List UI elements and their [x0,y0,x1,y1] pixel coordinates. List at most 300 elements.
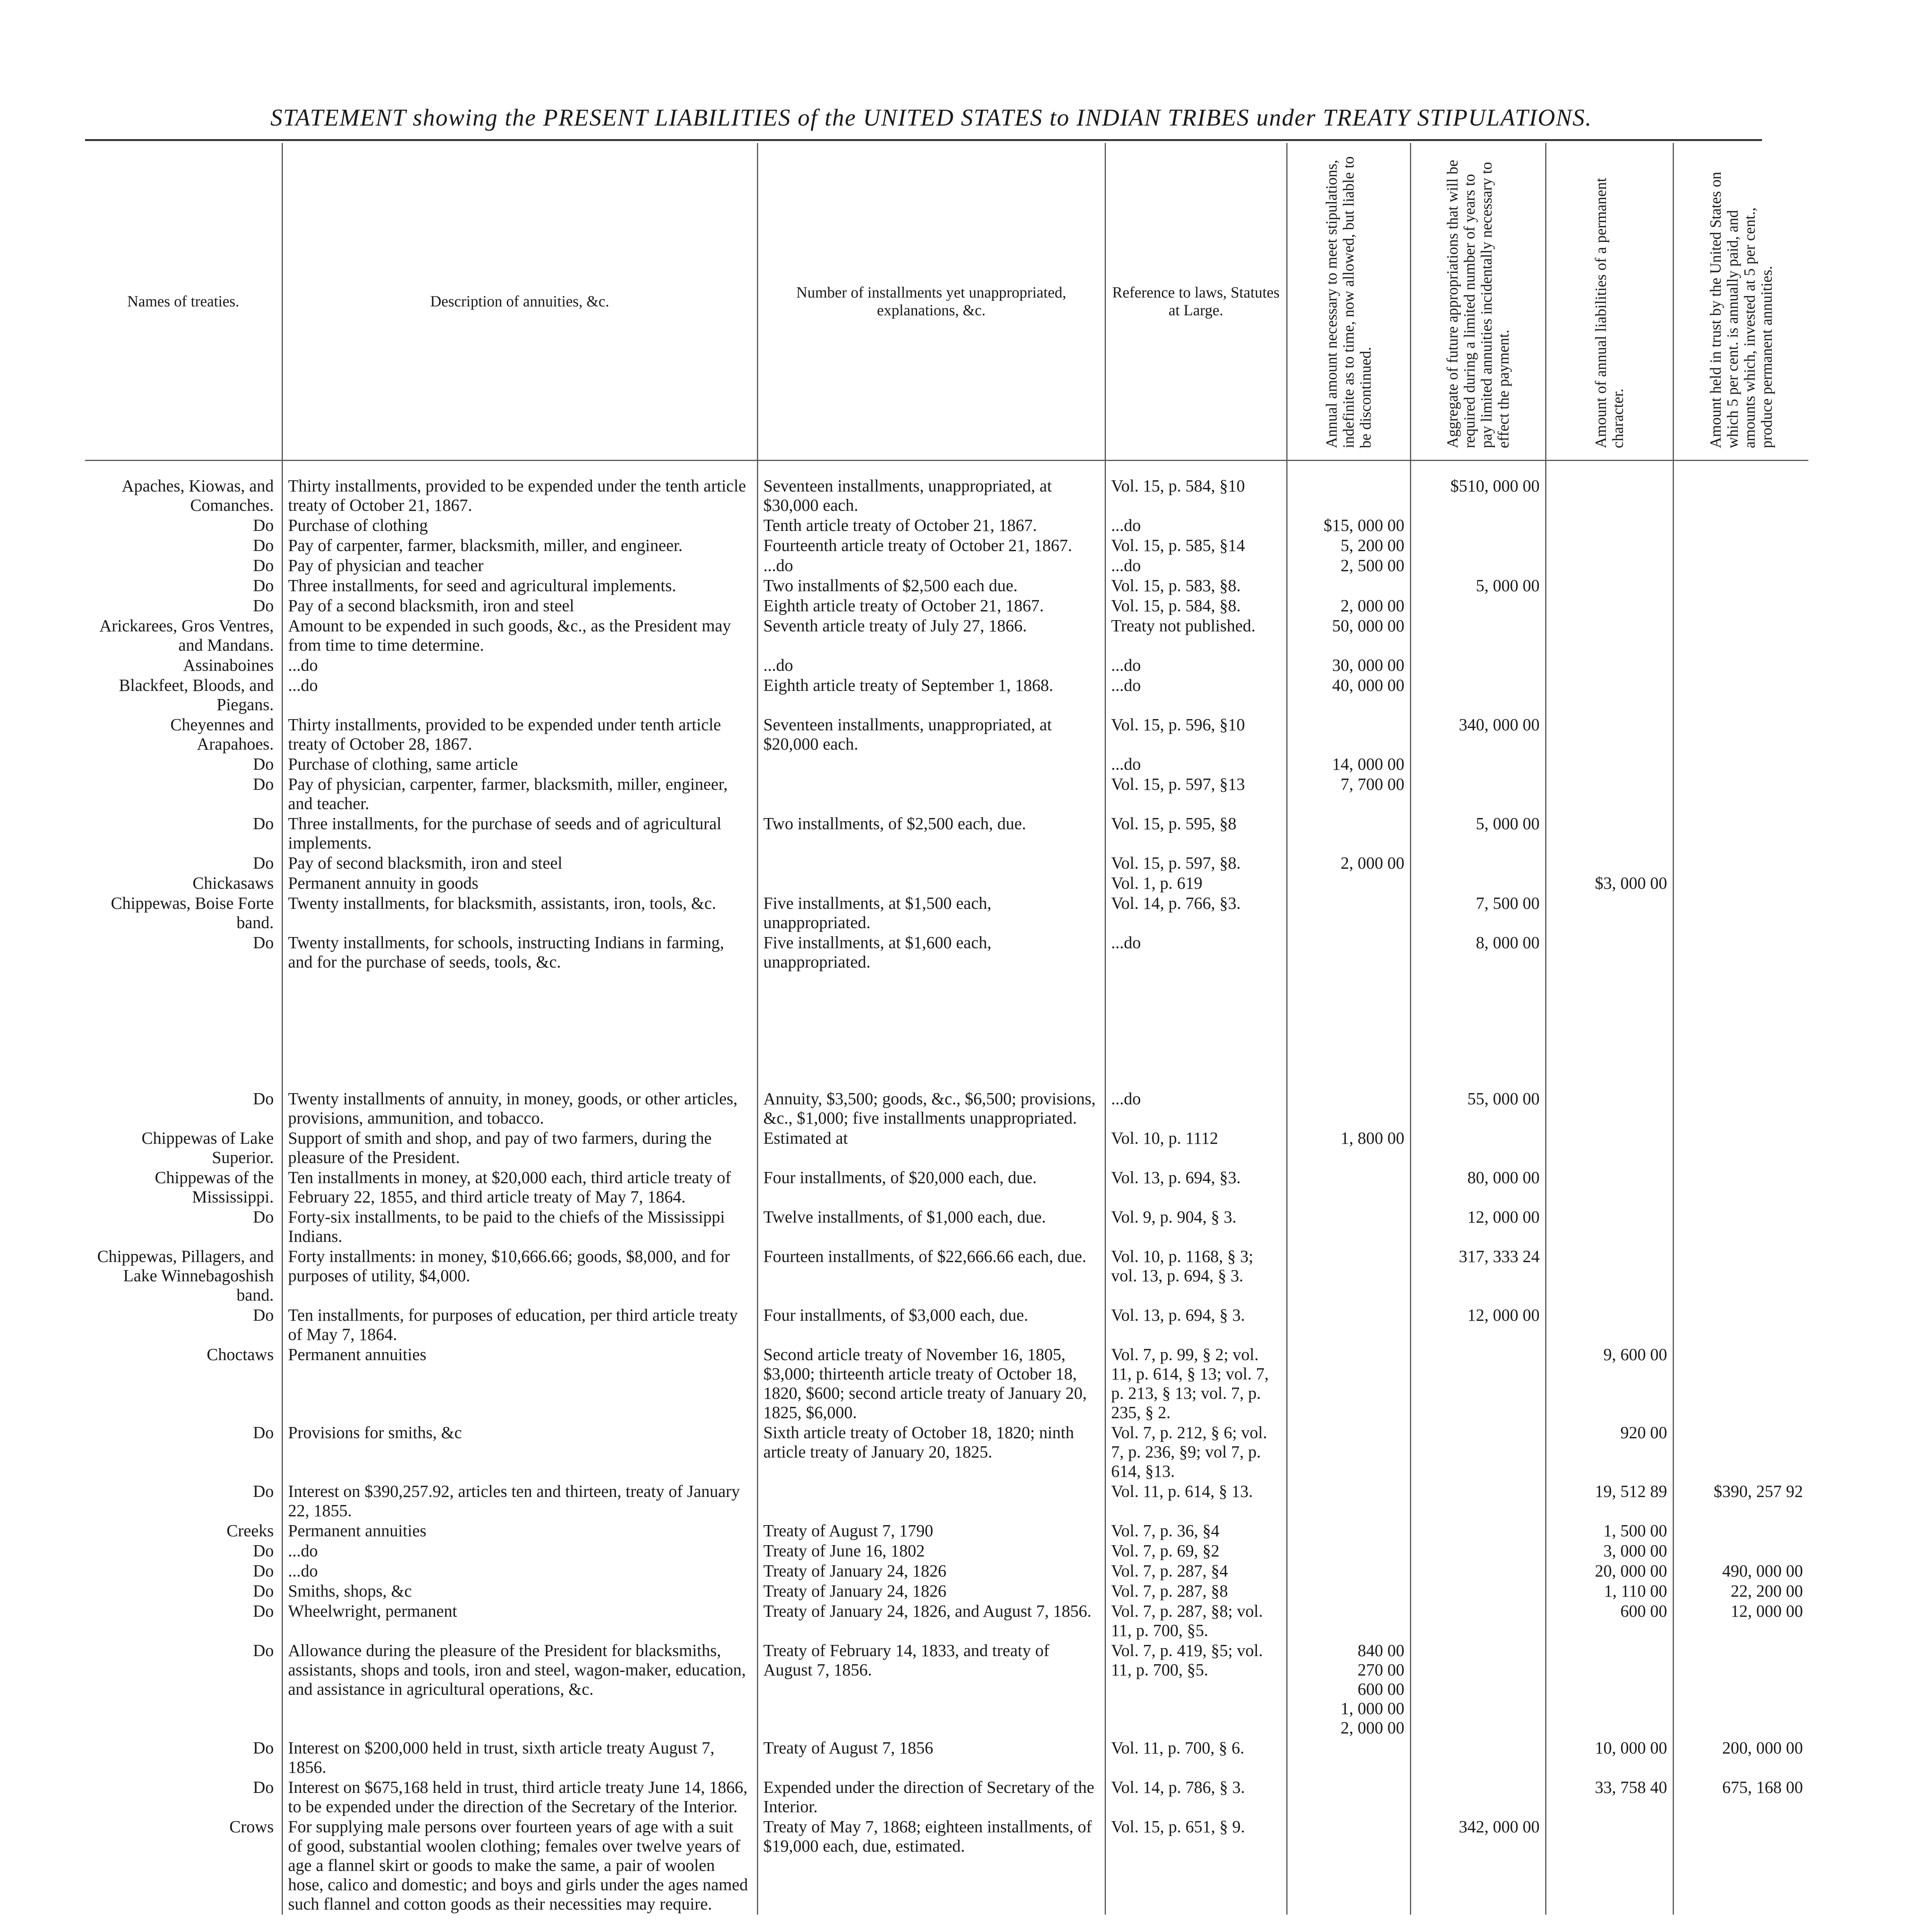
header-aggregate-label: Aggregate of future appropriations that will be required during a limited number of years to pay limited annuities incidentally necessary to effect the payment. [1444,160,1512,448]
installments: Twelve installments, of $1,000 each, due. [757,1208,1105,1247]
table-row [85,1247,1808,1306]
permanent-amount [1546,894,1673,933]
reference: ...do [1105,516,1287,536]
aggregate-amount [1410,1345,1546,1423]
reference: Vol. 9, p. 904, § 3. [1105,1208,1287,1247]
annual-amount [1287,1561,1410,1582]
treaty-name: Do [253,933,274,952]
installments: Treaty of February 14, 1833, and treaty of August 7, 1856. [757,1641,1105,1738]
installments: Treaty of June 16, 1802 [757,1541,1105,1561]
header-row [85,143,1808,461]
reference: ...do [1105,933,1287,973]
table-row [85,461,1808,516]
permanent-amount: 9, 600 00 [1546,1345,1673,1423]
installments: Seventeen installments, unappropriated, at $30,000 each. [757,461,1105,516]
table-row [85,1482,1808,1521]
trust-amount [1673,656,1808,676]
annual-amount [1287,1247,1410,1306]
treaty-name: Do [253,596,274,615]
annual-amount: 1, 800 00 [1287,1129,1410,1168]
header-names: Names of treaties. [85,143,282,461]
trust-amount [1673,755,1808,775]
table-row [85,755,1808,775]
reference: Vol. 11, p. 700, § 6. [1105,1738,1287,1778]
description: Permanent annuities [282,1345,757,1423]
annual-amount: 2, 500 00 [1287,556,1410,576]
trust-amount [1673,1641,1808,1738]
trust-amount [1673,715,1808,755]
annual-amount [1287,1168,1410,1208]
description: Permanent annuities [282,1521,757,1541]
permanent-amount: 10, 000 00 [1546,1738,1673,1778]
header-permanent [1546,143,1673,461]
header-description: Description of annuities, &c. [282,143,757,461]
aggregate-amount [1410,775,1546,814]
permanent-amount [1546,1129,1673,1168]
description: Amount to be expended in such goods, &c., as the President may from time to time determine. [282,616,757,656]
reference: Vol. 14, p. 766, §3. [1105,894,1287,933]
right-margin [1816,0,1932,1932]
installments: Fourteen installments, of $22,666.66 each, due. [757,1247,1105,1306]
treaty-name: Do [253,576,274,595]
table-row [85,894,1808,933]
reference: Vol. 15, p. 597, §13 [1105,775,1287,814]
installments: Annuity, $3,500; goods, &c., $6,500; provisions, &c., $1,000; five installments unappropriated. [757,1089,1105,1129]
aggregate-amount [1410,755,1546,775]
permanent-amount: 3, 000 00 [1546,1541,1673,1561]
description: Ten installments in money, at $20,000 each, third article treaty of February 22, 1855, and third article treaty of May 7, 1864. [282,1168,757,1208]
permanent-amount [1546,1247,1673,1306]
permanent-amount [1546,1817,1673,1915]
trust-amount: $390, 257 92 [1673,1482,1808,1521]
reference: ...do [1105,1089,1287,1129]
aggregate-amount [1410,516,1546,536]
annual-amount [1287,1778,1410,1817]
aggregate-amount [1410,1541,1546,1561]
table-row [85,676,1808,715]
reference: Vol. 7, p. 287, §8; vol. 11, p. 700, §5. [1105,1602,1287,1641]
header-permanent-label: Amount of annual liabilities of a permanent character. [1592,178,1626,448]
trust-amount [1673,556,1808,576]
aggregate-amount [1410,616,1546,656]
annual-amount [1287,894,1410,933]
description: Purchase of clothing, same article [282,755,757,775]
installments [757,775,1105,814]
installments: Seventeen installments, unappropriated, at $20,000 each. [757,715,1105,755]
permanent-amount [1546,1208,1673,1247]
description: Purchase of clothing [282,516,757,536]
annual-amount: 2, 000 00 [1287,854,1410,874]
treaty-name: Creeks [226,1521,274,1540]
description: Provisions for smiths, &c [282,1423,757,1482]
permanent-amount [1546,1168,1673,1208]
aggregate-amount [1410,1738,1546,1778]
aggregate-amount [1410,1423,1546,1482]
gap-cell [1410,973,1546,1089]
installments: Treaty of August 7, 1856 [757,1738,1105,1778]
table-row [85,854,1808,874]
trust-amount: 200, 000 00 [1673,1738,1808,1778]
aggregate-amount: 55, 000 00 [1410,1089,1546,1129]
trust-amount [1673,775,1808,814]
treaty-name: Do [253,1208,274,1226]
table-row [85,933,1808,973]
trust-amount [1673,1129,1808,1168]
treaty-name: Do [253,516,274,535]
description: ...do [282,1541,757,1561]
description: Ten installments, for purposes of education, per third article treaty of May 7, 1864. [282,1306,757,1345]
description: Allowance during the pleasure of the President for blacksmiths, assistants, shops and tools, iron and steel, wagon-maker, education, and assistance in agricultural operations, &c. [282,1641,757,1738]
annual-amount [1287,1482,1410,1521]
installments: Eighth article treaty of October 21, 1867. [757,596,1105,616]
aggregate-amount [1410,1129,1546,1168]
trust-amount [1673,1168,1808,1208]
annual-amount [1287,715,1410,755]
permanent-amount: 1, 500 00 [1546,1521,1673,1541]
trust-amount: 490, 000 00 [1673,1561,1808,1582]
permanent-amount [1546,516,1673,536]
installments: Estimated at [757,1129,1105,1168]
aggregate-amount [1410,676,1546,715]
annual-amount: 14, 000 00 [1287,755,1410,775]
installments: Four installments, of $3,000 each, due. [757,1306,1105,1345]
trust-amount [1673,1208,1808,1247]
reference: Vol. 13, p. 694, § 3. [1105,1306,1287,1345]
installments: Tenth article treaty of October 21, 1867. [757,516,1105,536]
annual-amount [1287,1521,1410,1541]
description: Twenty installments of annuity, in money, goods, or other articles, provisions, ammunition, and tobacco. [282,1089,757,1129]
table-row [85,1602,1808,1641]
trust-amount [1673,596,1808,616]
treaty-name: Chippewas of the Mississippi. [155,1168,274,1206]
reference: Vol. 15, p. 585, §14 [1105,536,1287,556]
gap-cell [1673,973,1808,1089]
aggregate-amount [1410,854,1546,874]
annual-amount [1287,1208,1410,1247]
permanent-amount [1546,1306,1673,1345]
installments: Four installments, of $20,000 each, due. [757,1168,1105,1208]
treaty-name: Do [253,556,274,575]
trust-amount [1673,616,1808,656]
gap-cell [1287,973,1410,1089]
treaty-name: Assinaboines [183,656,274,675]
installments: ...do [757,656,1105,676]
gap-cell [85,973,282,1089]
treaty-name: Blackfeet, Bloods, and Piegans. [119,676,274,714]
annual-amount: 2, 000 00 [1287,596,1410,616]
reference: ...do [1105,755,1287,775]
treaty-name: Crows [229,1817,274,1836]
aggregate-amount [1410,1602,1546,1641]
installments [757,1482,1105,1521]
header-aggregate [1410,143,1546,461]
table-row [85,1738,1808,1778]
description: Twenty installments, for blacksmith, assistants, iron, tools, &c. [282,894,757,933]
description: ...do [282,656,757,676]
aggregate-amount: 342, 000 00 [1410,1817,1546,1915]
treaty-name: Do [253,1778,274,1797]
aggregate-amount [1410,536,1546,556]
trust-amount: 22, 200 00 [1673,1582,1808,1602]
treaty-name: Do [253,1561,274,1580]
permanent-amount [1546,596,1673,616]
permanent-amount [1546,656,1673,676]
annual-amount [1287,1089,1410,1129]
reference: Vol. 10, p. 1168, § 3; vol. 13, p. 694, § 3. [1105,1247,1287,1306]
description: Smiths, shops, &c [282,1582,757,1602]
description: ...do [282,1561,757,1582]
reference: ...do [1105,676,1287,715]
table-row [85,1129,1808,1168]
permanent-amount [1546,1089,1673,1129]
trust-amount [1673,1541,1808,1561]
description: Three installments, for the purchase of seeds and of agricultural implements. [282,814,757,854]
description: For supplying male persons over fourteen years of age with a suit of good, substantial woolen clothing; females over twelve years of age a flannel skirt or goods to make the same, a pair of woolen hose, calico and domestic; and boys and girls under the ages named such flannel and cotton goods as their necessities may require. [282,1817,757,1915]
trust-amount: 675, 168 00 [1673,1778,1808,1817]
trust-amount [1673,1521,1808,1541]
trust-amount [1673,854,1808,874]
permanent-amount [1546,616,1673,656]
annual-amount: 30, 000 00 [1287,656,1410,676]
reference: Vol. 7, p. 287, §8 [1105,1582,1287,1602]
table-row [85,775,1808,814]
permanent-amount: $3, 000 00 [1546,874,1673,894]
trust-amount [1673,874,1808,894]
annual-amount [1287,814,1410,854]
installments: Treaty of May 7, 1868; eighteen installments, of $19,000 each, due, estimated. [757,1817,1105,1915]
header-annual [1287,143,1410,461]
installments: Fourteenth article treaty of October 21, 1867. [757,536,1105,556]
treaty-name: Chippewas, Pillagers, and Lake Winnebagoshish band. [97,1247,274,1304]
trust-amount [1673,1247,1808,1306]
reference: Vol. 7, p. 99, § 2; vol. 11, p. 614, § 13; vol. 7, p. 213, § 13; vol. 7, p. 235, § 2. [1105,1345,1287,1423]
trust-amount: 12, 000 00 [1673,1602,1808,1641]
permanent-amount [1546,461,1673,516]
description: Forty installments: in money, $10,666.66; goods, $8,000, and for purposes of utility, $4,000. [282,1247,757,1306]
trust-amount [1673,894,1808,933]
treaty-name: Chickasaws [192,874,274,893]
aggregate-amount: 5, 000 00 [1410,814,1546,854]
description: Pay of carpenter, farmer, blacksmith, miller, and engineer. [282,536,757,556]
trust-amount [1673,536,1808,556]
permanent-amount [1546,556,1673,576]
treaty-name: Do [253,1482,274,1501]
installments: ...do [757,556,1105,576]
header-trust [1673,143,1808,461]
treaty-name: Do [253,1641,274,1660]
trust-amount [1673,461,1808,516]
installments: Treaty of January 24, 1826 [757,1561,1105,1582]
description: Permanent annuity in goods [282,874,757,894]
permanent-amount: 19, 512 89 [1546,1482,1673,1521]
trust-amount [1673,576,1808,596]
aggregate-amount [1410,556,1546,576]
reference: Vol. 15, p. 651, § 9. [1105,1817,1287,1915]
table-gap [85,973,1808,1089]
reference: Vol. 7, p. 69, §2 [1105,1541,1287,1561]
installments [757,755,1105,775]
treaty-name: Do [253,755,274,774]
table-row [85,814,1808,854]
aggregate-amount: 8, 000 00 [1410,933,1546,973]
description: Interest on $675,168 held in trust, third article treaty June 14, 1866, to be expended under the direction of the Secretary of the Interior. [282,1778,757,1817]
description: Support of smith and shop, and pay of two farmers, during the pleasure of the President. [282,1129,757,1168]
description: Pay of physician and teacher [282,556,757,576]
title-rule [85,139,1762,141]
aggregate-amount: $510, 000 00 [1410,461,1546,516]
table-row [85,596,1808,616]
aggregate-amount: 340, 000 00 [1410,715,1546,755]
table-row [85,656,1808,676]
aggregate-amount: 7, 500 00 [1410,894,1546,933]
aggregate-amount [1410,1561,1546,1582]
permanent-amount: 600 00 [1546,1602,1673,1641]
header-installments: Number of installments yet unappropriated, explanations, &c. [757,143,1105,461]
description: ...do [282,676,757,715]
reference: Vol. 15, p. 597, §8. [1105,854,1287,874]
annual-amount: 5, 200 00 [1287,536,1410,556]
treaty-name: Arickarees, Gros Ventres, and Mandans. [99,616,274,655]
reference: Vol. 7, p. 419, §5; vol. 11, p. 700, §5. [1105,1641,1287,1738]
treaty-name: Cheyennes and Arapahoes. [170,715,274,753]
table-row [85,1541,1808,1561]
installments: Second article treaty of November 16, 1805, $3,000; thirteenth article treaty of October 18, 1820, $600; second article treaty of January 20, 1825, $6,000. [757,1345,1105,1423]
table-row [85,1306,1808,1345]
table-body [85,461,1808,1915]
reference: Treaty not published. [1105,616,1287,656]
table-row [85,1423,1808,1482]
permanent-amount [1546,933,1673,973]
treaty-name: Do [253,536,274,555]
treaty-name: Do [253,1089,274,1108]
table-row [85,1089,1808,1129]
permanent-amount [1546,814,1673,854]
aggregate-amount [1410,1582,1546,1602]
description: Interest on $200,000 held in trust, sixth article treaty August 7, 1856. [282,1738,757,1778]
description: Thirty installments, provided to be expended under the tenth article treaty of October 21, 1867. [282,461,757,516]
installments [757,874,1105,894]
description: Wheelwright, permanent [282,1602,757,1641]
trust-amount [1673,1345,1808,1423]
permanent-amount: 920 00 [1546,1423,1673,1482]
aggregate-amount [1410,1778,1546,1817]
aggregate-amount [1410,1482,1546,1521]
reference: Vol. 14, p. 786, § 3. [1105,1778,1287,1817]
permanent-amount: 33, 758 40 [1546,1778,1673,1817]
installments: Two installments, of $2,500 each, due. [757,814,1105,854]
permanent-amount [1546,755,1673,775]
aggregate-amount [1410,656,1546,676]
annual-amount [1287,1423,1410,1482]
annual-amount: 840 00 270 00 600 00 1, 000 00 2, 000 00 [1287,1641,1410,1738]
annual-amount: 40, 000 00 [1287,676,1410,715]
treaty-name: Chippewas, Boise Forte band. [111,894,274,932]
installments: Five installments, at $1,600 each, unappropriated. [757,933,1105,973]
aggregate-amount: 12, 000 00 [1410,1208,1546,1247]
table-row [85,536,1808,556]
description: Forty-six installments, to be paid to the chiefs of the Mississippi Indians. [282,1208,757,1247]
annual-amount [1287,576,1410,596]
table-row [85,516,1808,536]
installments: Two installments of $2,500 each due. [757,576,1105,596]
table-row [85,1817,1808,1915]
treaty-name: Do [253,854,274,872]
aggregate-amount [1410,596,1546,616]
reference: Vol. 15, p. 584, §10 [1105,461,1287,516]
description: Twenty installments, for schools, instructing Indians in farming, and for the purchase of seeds, tools, &c. [282,933,757,973]
table-row [85,1208,1808,1247]
treaty-name: Do [253,1582,274,1600]
reference: Vol. 7, p. 287, §4 [1105,1561,1287,1582]
trust-amount [1673,933,1808,973]
annual-amount [1287,1738,1410,1778]
treaty-name: Chippewas of Lake Superior. [141,1129,274,1167]
liabilities-table [85,143,1808,1915]
treaty-name: Do [253,775,274,794]
table-row [85,1778,1808,1817]
aggregate-amount [1410,874,1546,894]
table-row [85,1168,1808,1208]
trust-amount [1673,1423,1808,1482]
annual-amount: 50, 000 00 [1287,616,1410,656]
annual-amount [1287,1306,1410,1345]
table-row [85,1641,1808,1738]
header-annual-label: Annual amount necessary to meet stipulations, indefinite as to time, now allowed, but liable to be discontinued. [1323,156,1374,448]
treaty-name: Do [253,1541,274,1560]
description: Interest on $390,257.92, articles ten and thirteen, treaty of January 22, 1855. [282,1482,757,1521]
description: Pay of physician, carpenter, farmer, blacksmith, miller, engineer, and teacher. [282,775,757,814]
table-row [85,616,1808,656]
treaty-name: Do [253,1738,274,1757]
permanent-amount [1546,1641,1673,1738]
annual-amount: $15, 000 00 [1287,516,1410,536]
trust-amount [1673,516,1808,536]
treaty-name: Apaches, Kiowas, and Comanches. [122,476,274,515]
permanent-amount [1546,775,1673,814]
permanent-amount: 20, 000 00 [1546,1561,1673,1582]
annual-amount [1287,1541,1410,1561]
installments: Sixth article treaty of October 18, 1820; ninth article treaty of January 20, 1825. [757,1423,1105,1482]
treaty-name: Do [253,1306,274,1325]
permanent-amount: 1, 110 00 [1546,1582,1673,1602]
table-row [85,556,1808,576]
gap-cell [282,973,757,1089]
header-reference: Reference to laws, Statutes at Large. [1105,143,1287,461]
trust-amount [1673,1089,1808,1129]
annual-amount [1287,874,1410,894]
reference: Vol. 15, p. 595, §8 [1105,814,1287,854]
installments: Expended under the direction of Secretary of the Interior. [757,1778,1105,1817]
table-row [85,1345,1808,1423]
annual-amount [1287,1582,1410,1602]
page-title: STATEMENT showing the PRESENT LIABILITIES of the UNITED STATES to INDIAN TRIBES under TREATY STIPULATIONS. [270,105,1592,131]
permanent-amount [1546,536,1673,556]
permanent-amount [1546,854,1673,874]
installments: Eighth article treaty of September 1, 1868. [757,676,1105,715]
reference: Vol. 15, p. 584, §8. [1105,596,1287,616]
permanent-amount [1546,715,1673,755]
reference: Vol. 7, p. 212, § 6; vol. 7, p. 236, §9; vol 7, p. 614, §13. [1105,1423,1287,1482]
treaty-name: Choctaws [206,1345,274,1364]
installments: Treaty of January 24, 1826 [757,1582,1105,1602]
installments: Seventh article treaty of July 27, 1866. [757,616,1105,656]
installments: Treaty of August 7, 1790 [757,1521,1105,1541]
trust-amount [1673,1306,1808,1345]
description: Three installments, for seed and agricultural implements. [282,576,757,596]
permanent-amount [1546,576,1673,596]
aggregate-amount: 12, 000 00 [1410,1306,1546,1345]
reference: ...do [1105,656,1287,676]
